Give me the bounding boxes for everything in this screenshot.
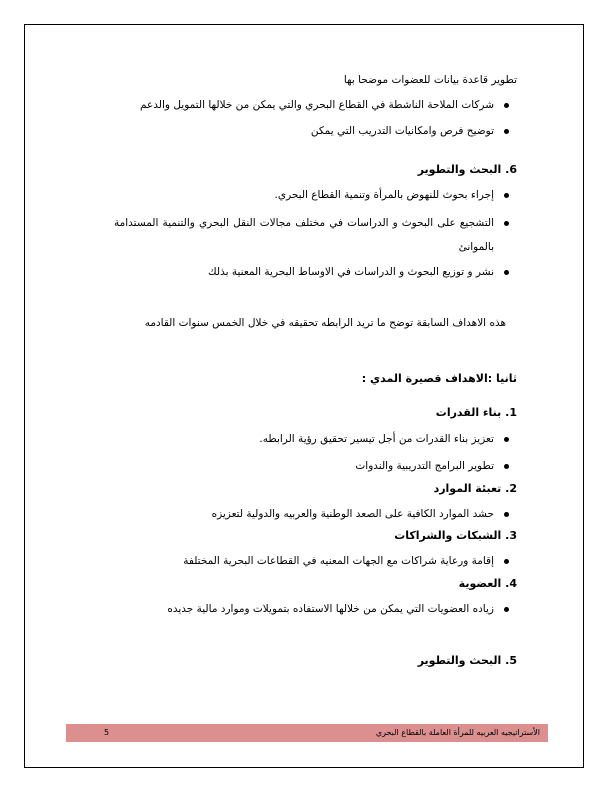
item-4-heading bbox=[459, 577, 517, 591]
item-1-bullet-2: تطوير البرامج التدريبية والندوات bbox=[355, 460, 494, 472]
bullet-dot bbox=[504, 221, 509, 226]
section-6-bullet-1: إجراء بحوث للنهوض بالمرأة وتنمية القطاع البحري. bbox=[274, 189, 494, 201]
section-6-title: البحث والتطوير bbox=[417, 163, 502, 176]
bullet-dot bbox=[504, 559, 509, 564]
bullet-dot bbox=[504, 512, 509, 517]
item-4-title: العضوية bbox=[458, 577, 502, 590]
bullet-dot bbox=[504, 464, 509, 469]
bullet-dot bbox=[504, 437, 509, 442]
intro-bullet-2: توضيح فرص وامكانيات التدريب التي يمكن bbox=[310, 125, 494, 137]
item-3-bullet-1: إقامة ورعاية شراكات مع الجهات المعنيه في القطاعات البحرية المختلفة bbox=[183, 555, 494, 567]
page-footer bbox=[66, 724, 548, 742]
item-1-bullet-1: تعزيز بناء القدرات من أجل تيسير تحقيق رؤية الرابطه. bbox=[259, 433, 494, 445]
item-2-number: 2. bbox=[505, 482, 517, 495]
item-3-heading bbox=[394, 529, 517, 543]
item-5-heading bbox=[418, 654, 517, 668]
item-4-number: 4. bbox=[505, 577, 517, 590]
intro-bullet-1: شركات الملاحة الناشطة في القطاع البحري والتي يمكن من خلالها التمويل والدعم bbox=[140, 99, 494, 111]
item-1-number: 1. bbox=[505, 406, 517, 419]
section-6-number: 6. bbox=[505, 163, 517, 176]
bullet-dot bbox=[504, 270, 509, 275]
item-5-title: البحث والتطوير bbox=[417, 654, 502, 667]
item-3-number: 3. bbox=[505, 529, 517, 542]
intro-line: تطوير قاعدة بيانات للعضوات موضحا بها bbox=[343, 74, 517, 86]
item-1-heading bbox=[436, 406, 517, 420]
page-number: 5 bbox=[104, 728, 110, 737]
section-6-heading bbox=[418, 163, 517, 177]
item-2-bullet-1: حشد الموارد الكافية على الصعد الوطنية والعربيه والدولية لتعزيزه bbox=[211, 508, 494, 520]
footer-title: الأستراتيجيه العربيه للمرأة العاملة بالقطاع البحري bbox=[375, 728, 540, 737]
item-4-bullet-1: زياده العضويات التي يمكن من خلالها الاستفاده بتمويلات وموارد مالية جديده bbox=[167, 603, 494, 615]
item-2-heading bbox=[434, 482, 517, 496]
section-6-bullet-2-line-1: التشجيع على البحوث و الدراسات في مختلف مجالات النقل البحري والتنمية المستدامة bbox=[114, 217, 494, 229]
summary-line: هذه الاهداف السابقة توضح ما تريد الرابطه تحقيقه في خلال الخمس سنوات القادمه bbox=[144, 317, 506, 329]
bullet-dot bbox=[504, 607, 509, 612]
item-2-title: تعبئة الموارد bbox=[433, 482, 502, 495]
bullet-dot bbox=[504, 129, 509, 134]
item-1-title: بناء القدرات bbox=[435, 406, 502, 419]
section-6-bullet-3: نشر و توزيع البحوث و الدراسات في الاوساط البحرية المعنية بذلك bbox=[208, 266, 494, 278]
item-3-title: الشبكات والشراكات bbox=[394, 529, 502, 542]
bullet-dot bbox=[504, 193, 509, 198]
bullet-dot bbox=[504, 103, 509, 108]
item-5-number: 5. bbox=[505, 654, 517, 667]
short-term-heading: ثانيا :الاهداف قصيرة المدي : bbox=[361, 372, 517, 385]
section-6-bullet-2-line-2: بالموانئ bbox=[458, 241, 494, 253]
